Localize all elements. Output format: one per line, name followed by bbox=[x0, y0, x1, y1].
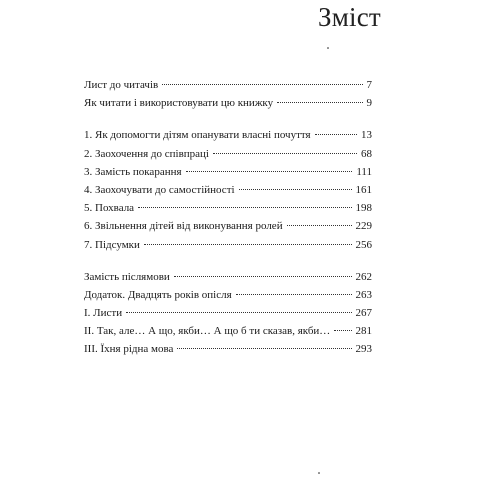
toc-entry-label: II. Так, але… А що, якби… А що б ти сказав, якби… bbox=[84, 325, 331, 338]
dot-leader bbox=[239, 179, 352, 190]
toc-entry-label: 5. Похвала bbox=[84, 202, 135, 215]
toc-entry-label: 7. Підсумки bbox=[84, 238, 140, 251]
toc-entry bbox=[84, 94, 372, 112]
toc-entry-label: I. Листи bbox=[84, 307, 123, 320]
toc-group bbox=[84, 126, 372, 253]
page-title: Зміст bbox=[318, 2, 381, 32]
toc-entry bbox=[84, 236, 372, 254]
paper-speck bbox=[318, 472, 320, 474]
toc-entry-page-number: 68 bbox=[361, 147, 372, 160]
dot-leader bbox=[177, 338, 351, 349]
toc-entry-label: Замість післямови bbox=[84, 270, 170, 283]
toc-entry-page-number: 229 bbox=[355, 220, 372, 233]
toc-entry-page-number: 161 bbox=[355, 183, 372, 196]
toc-entry bbox=[84, 340, 372, 358]
dot-leader bbox=[213, 143, 357, 154]
toc-entry-label: Додаток. Двадцять років опісля bbox=[84, 288, 232, 301]
toc-entry-label: Лист до читачів bbox=[84, 79, 159, 91]
toc-entry-page-number: 293 bbox=[355, 343, 372, 356]
toc-group bbox=[84, 268, 372, 359]
toc-entry bbox=[84, 304, 372, 322]
toc-entry-page-number: 13 bbox=[361, 129, 372, 142]
toc-entry-label: 6. Звільнення дітей від виконування ролей bbox=[84, 220, 283, 233]
toc-entry-label: 4. Заохочувати до самостійності bbox=[84, 183, 235, 196]
dot-leader bbox=[126, 302, 351, 313]
toc-entry-page-number: 263 bbox=[355, 288, 372, 301]
dot-leader bbox=[162, 74, 362, 85]
toc-entry-page-number: 256 bbox=[355, 238, 372, 251]
dot-leader bbox=[144, 234, 352, 245]
dot-leader bbox=[334, 320, 351, 331]
dot-leader bbox=[315, 124, 357, 135]
toc-entry-page-number: 267 bbox=[355, 307, 372, 320]
toc-entry-label: III. Їхня рідна мова bbox=[84, 343, 174, 356]
toc-entry-label: Як читати і використовувати цю книжку bbox=[84, 97, 274, 110]
dot-leader bbox=[174, 266, 352, 277]
table-of-contents bbox=[84, 76, 372, 373]
dot-leader bbox=[236, 284, 352, 295]
toc-entry-page-number: 281 bbox=[355, 325, 372, 338]
dot-leader bbox=[138, 197, 351, 208]
dot-leader bbox=[277, 92, 362, 103]
toc-entry-label: 3. Замість покарання bbox=[84, 165, 182, 178]
toc-entry-page-number: 7 bbox=[366, 79, 372, 91]
toc-entry-page-number: 262 bbox=[355, 270, 372, 283]
toc-entry-page-number: 9 bbox=[366, 97, 372, 110]
toc-entry-page-number: 198 bbox=[355, 202, 372, 215]
toc-group bbox=[84, 76, 372, 112]
toc-entry-label: 1. Як допомогти дітям опанувати власні почуття bbox=[84, 129, 311, 142]
toc-entry-label: 2. Заохочення до співпраці bbox=[84, 147, 209, 160]
dot-leader bbox=[186, 161, 353, 172]
dot-leader bbox=[287, 215, 352, 226]
toc-entry-page-number: 111 bbox=[356, 165, 372, 178]
paper-speck bbox=[327, 47, 329, 49]
